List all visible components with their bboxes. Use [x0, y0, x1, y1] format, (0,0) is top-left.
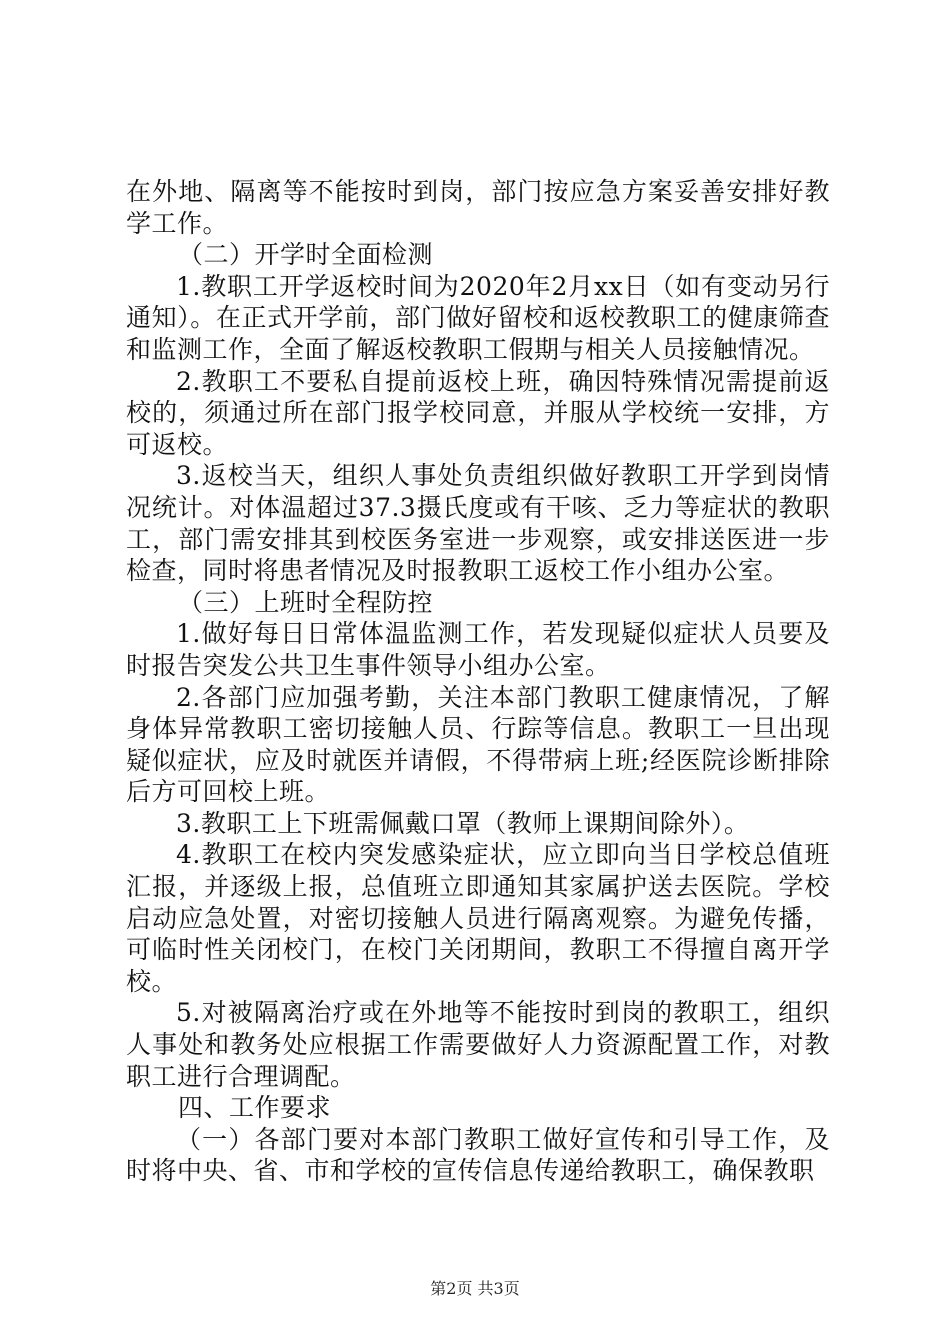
paragraph-item-2-3: 3.返校当天，组织人事处负责组织做好教职工开学到岗情况统计。对体温超过37.3摄氏度或有干咳、乏力等症状的教职工，部门需安排其到校医务室进一步观察，或安排送医进一步检查，同时将患者情况及时报教职工返校工作小组办公室。	[126, 461, 830, 586]
section-heading-4: 四、工作要求	[178, 1093, 332, 1123]
paragraph-item-3-2: 2.各部门应加强考勤，关注本部门教职工健康情况，了解身体异常教职工密切接触人员、行踪等信息。教职工一旦出现疑似症状，应及时就医并请假，不得带病上班;经医院诊断排除后方可回校上班。	[126, 682, 830, 807]
section-heading-3: （三）上班时全程防控	[178, 587, 434, 617]
paragraph-continuation: 在外地、隔离等不能按时到岗，部门按应急方案妥善安排好教学工作。	[126, 177, 830, 238]
paragraph-item-2-1: 1.教职工开学返校时间为2020年2月xx日（如有变动另行通知）。在正式开学前，部门做好留校和返校教职工的健康筛查和监测工作，全面了解返校教职工假期与相关人员接触情况。	[126, 271, 830, 364]
paragraph-item-3-1: 1.做好每日日常体温监测工作，若发现疑似症状人员要及时报告突发公共卫生事件领导小组办公室。	[126, 619, 830, 680]
section-heading-2: （二）开学时全面检测	[178, 240, 434, 270]
paragraph-item-2-2: 2.教职工不要私自提前返校上班，确因特殊情况需提前返校的，须通过所在部门报学校同意，并服从学校统一安排，方可返校。	[126, 366, 830, 459]
page-number-footer: 第2页 共3页	[430, 1279, 520, 1298]
paragraph-item-3-5: 5.对被隔离治疗或在外地等不能按时到岗的教职工，组织人事处和教务处应根据工作需要做好人力资源配置工作，对教职工进行合理调配。	[126, 998, 830, 1091]
paragraph-item-3-3: 3.教职工上下班需佩戴口罩（教师上课期间除外）。	[176, 808, 750, 838]
paragraph-item-3-4: 4.教职工在校内突发感染症状，应立即向当日学校总值班汇报，并逐级上报，总值班立即通知其家属护送去医院。学校启动应急处置，对密切接触人员进行隔离观察。为避免传播，可临时性关闭校门，在校门关闭期间，教职工不得擅自离开学校。	[126, 840, 830, 996]
paragraph-requirement-1: （一）各部门要对本部门教职工做好宣传和引导工作，及时将中央、省、市和学校的宣传信息传递给教职工，确保教职	[126, 1124, 830, 1186]
document-body	[126, 176, 830, 1187]
